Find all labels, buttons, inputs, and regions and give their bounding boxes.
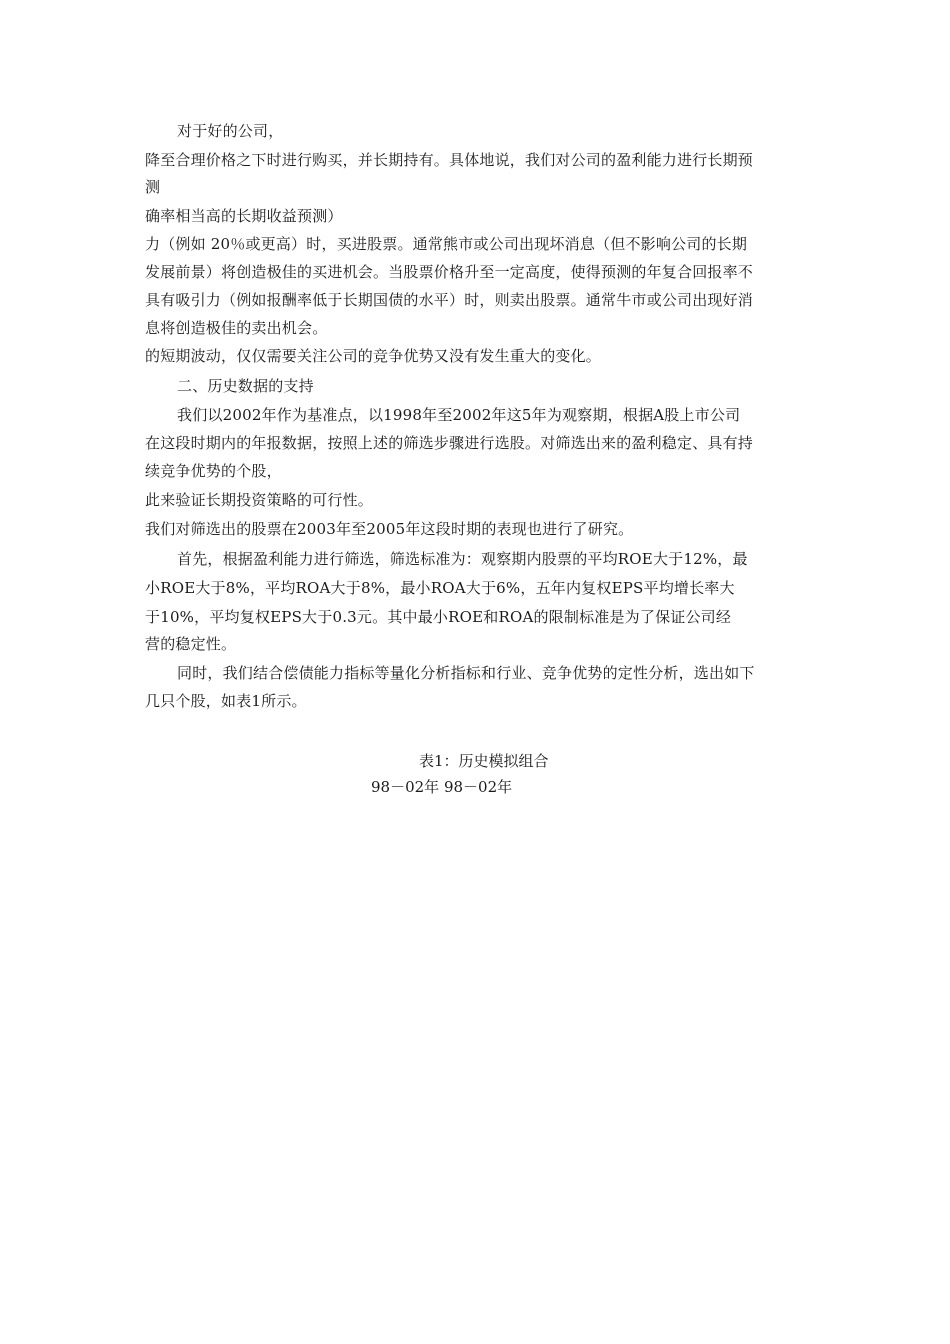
paragraph-line: 具有吸引力（例如报酬率低于长期国债的水平）时，则卖出股票。通常牛市或公司出现好消: [145, 291, 754, 309]
paragraph-line: 此来验证长期投资策略的可行性。: [145, 491, 374, 509]
paragraph-line: 的短期波动，仅仅需要关注公司的竞争优势又没有发生重大的变化。: [145, 347, 602, 365]
paragraph-line: 在这段时期内的年报数据，按照上述的筛选步骤进行选股。对筛选出来的盈利稳定、具有持: [145, 434, 754, 452]
paragraph-line: 几只个股，如表1所示。: [145, 692, 307, 710]
paragraph-line: 力（例如 20％或更高）时，买进股票。通常熊市或公司出现坏消息（但不影响公司的长期: [145, 235, 748, 253]
table-caption: 表1：历史模拟组合: [419, 752, 549, 770]
paragraph-line: 我们以2002年作为基准点，以1998年至2002年这5年为观察期，根据A股上市公司: [177, 406, 741, 424]
paragraph-line: 发展前景）将创造极佳的买进机会。当股票价格升至一定高度，使得预测的年复合回报率不: [145, 263, 754, 281]
paragraph-line: 我们对筛选出的股票在2003年至2005年这段时期的表现也进行了研究。: [145, 520, 634, 538]
paragraph-line: 首先，根据盈利能力进行筛选，筛选标准为：观察期内股票的平均ROE大于12%，最: [177, 550, 748, 568]
paragraph-line: 息将创造极佳的卖出机会。: [145, 319, 328, 337]
section-heading: 二、历史数据的支持: [177, 377, 314, 395]
paragraph-line: 对于好的公司，: [177, 122, 284, 140]
paragraph-line: 小ROE大于8%，平均ROA大于8%，最小ROA大于6%，五年内复权EPS平均增长率大: [145, 579, 735, 597]
paragraph-line: 确率相当高的长期收益预测）: [145, 207, 343, 225]
paragraph-line: 降至合理价格之下时进行购买，并长期持有。具体地说，我们对公司的盈利能力进行长期预: [145, 151, 754, 169]
paragraph-line: 续竞争优势的个股，: [145, 462, 282, 480]
paragraph-line: 同时，我们结合偿债能力指标等量化分析指标和行业、竞争优势的定性分析，选出如下: [177, 664, 755, 682]
paragraph-line: 于10%，平均复权EPS大于0.3元。其中最小ROE和ROA的限制标准是为了保证公司经: [145, 608, 732, 626]
table-header: 98－02年 98－02年: [371, 778, 513, 796]
paragraph-line: 测: [145, 178, 161, 196]
paragraph-line: 营的稳定性。: [145, 635, 237, 653]
